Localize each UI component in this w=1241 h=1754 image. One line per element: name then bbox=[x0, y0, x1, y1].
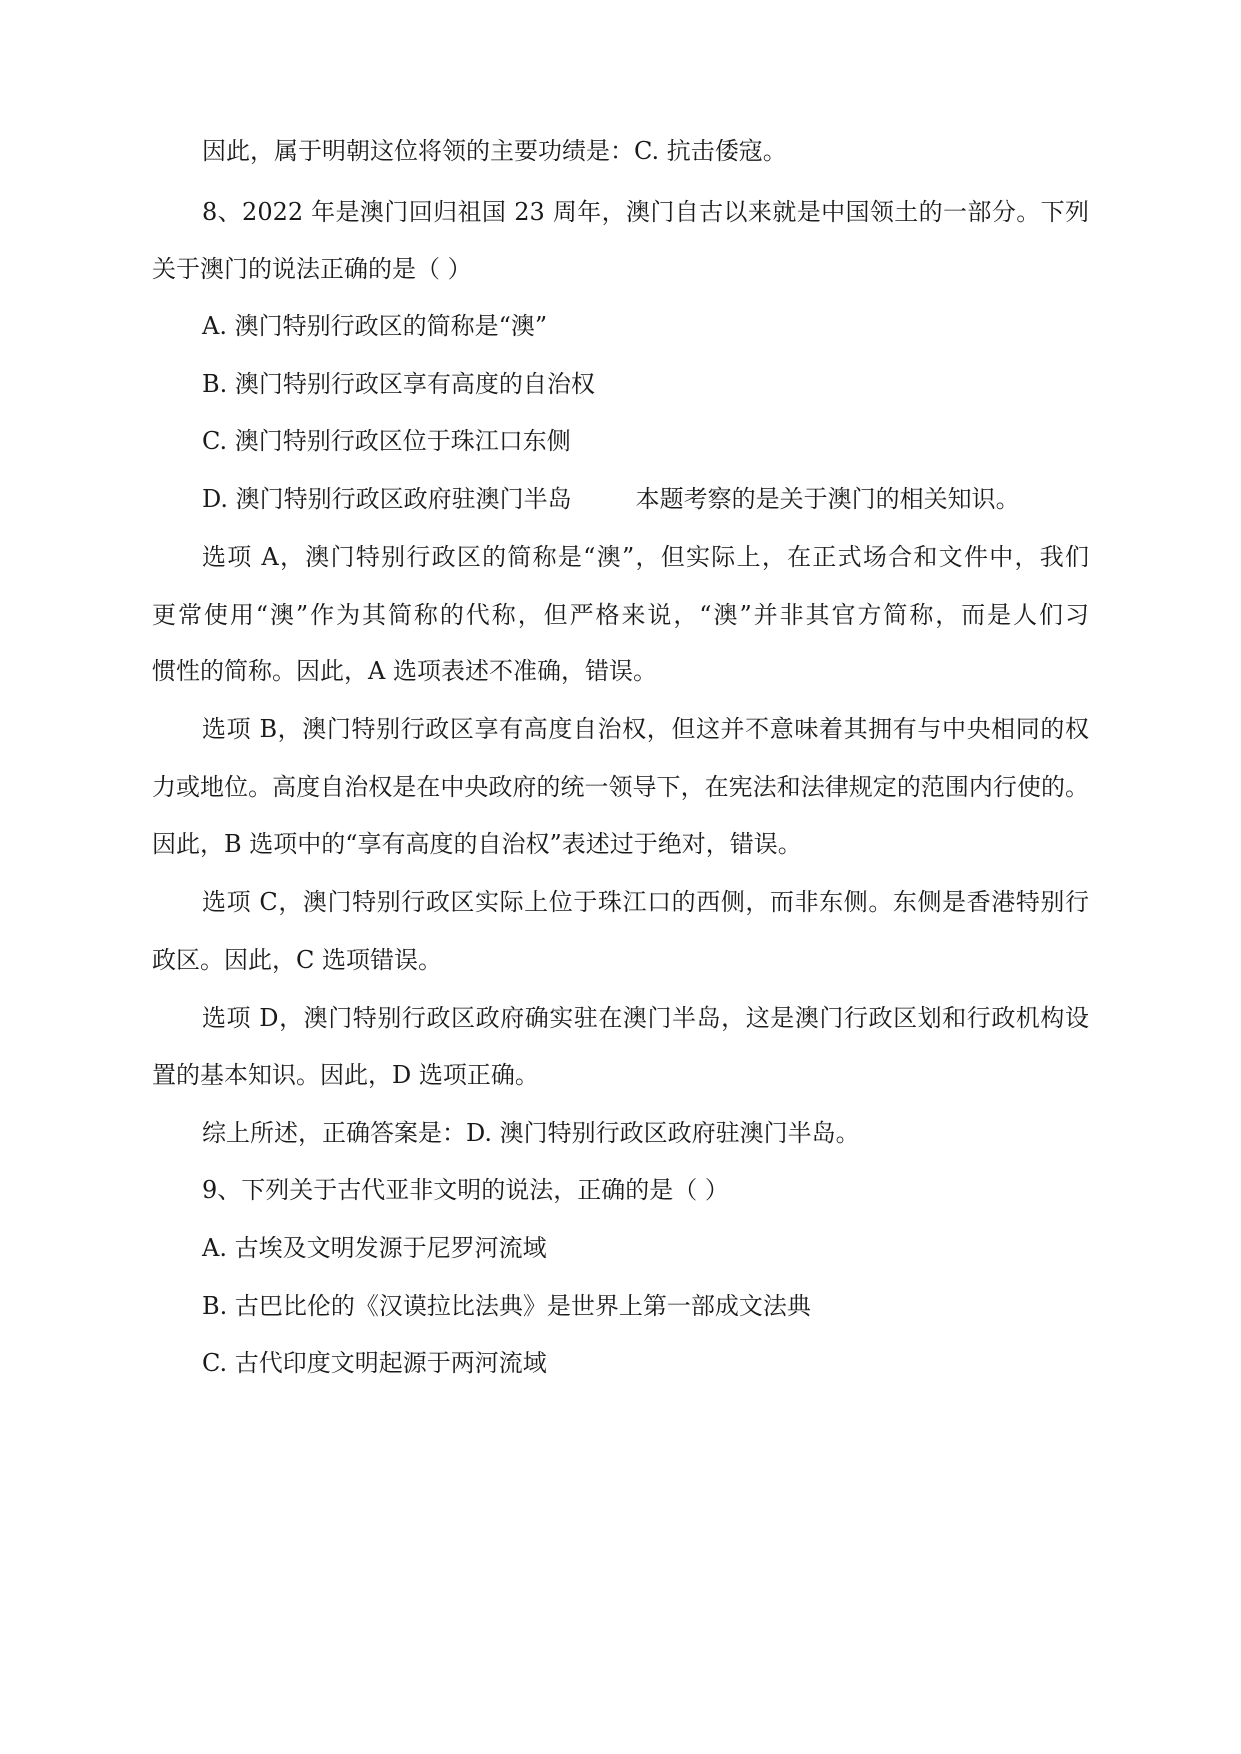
analysis-a-line-2: 更常使用“澳”作为其简称的代称，但严格来说，“澳”并非其官方简称，而是人们习 bbox=[152, 601, 1089, 629]
option-c: C. 澳门特别行政区位于珠江口东侧 bbox=[202, 427, 571, 455]
option-d: D. 澳门特别行政区政府驻澳门半岛 bbox=[202, 485, 572, 513]
question-9: 9、下列关于古代亚非文明的说法，正确的是（ ） bbox=[202, 1176, 729, 1204]
analysis-b-line-2: 力或地位。高度自治权是在中央政府的统一领导下，在宪法和法律规定的范围内行使的。 bbox=[152, 773, 1089, 801]
q9-option-a: A. 古埃及文明发源于尼罗河流域 bbox=[202, 1234, 547, 1262]
question-8-line-1: 8、2022 年是澳门回归祖国 23 周年，澳门自古以来就是中国领土的一部分。下列 bbox=[202, 198, 1089, 226]
option-b: B. 澳门特别行政区享有高度的自治权 bbox=[202, 370, 595, 398]
analysis-a-line-3: 惯性的简称。因此，A 选项表述不准确，错误。 bbox=[152, 657, 657, 685]
analysis-b-line-3: 因此，B 选项中的“享有高度的自治权”表述过于绝对，错误。 bbox=[152, 830, 802, 858]
option-d-line bbox=[202, 484, 1020, 514]
analysis-c-line-1: 选项 C，澳门特别行政区实际上位于珠江口的西侧，而非东侧。东侧是香港特别行 bbox=[202, 888, 1089, 916]
analysis-intro: 本题考察的是关于澳门的相关知识。 bbox=[635, 485, 1020, 513]
text-line: 因此，属于明朝这位将领的主要功绩是：C. 抗击倭寇。 bbox=[202, 137, 787, 165]
q9-option-c: C. 古代印度文明起源于两河流域 bbox=[202, 1349, 547, 1377]
q9-option-b: B. 古巴比伦的《汉谟拉比法典》是世界上第一部成文法典 bbox=[202, 1292, 811, 1320]
conclusion: 综上所述，正确答案是：D. 澳门特别行政区政府驻澳门半岛。 bbox=[202, 1119, 860, 1147]
analysis-d-line-1: 选项 D，澳门特别行政区政府确实驻在澳门半岛，这是澳门行政区划和行政机构设 bbox=[202, 1004, 1089, 1032]
analysis-d-line-2: 置的基本知识。因此，D 选项正确。 bbox=[152, 1061, 539, 1089]
question-8-line-2: 关于澳门的说法正确的是（ ） bbox=[152, 255, 472, 283]
option-a: A. 澳门特别行政区的简称是“澳” bbox=[202, 312, 548, 340]
analysis-a-line-1: 选项 A，澳门特别行政区的简称是“澳”，但实际上，在正式场合和文件中，我们 bbox=[202, 543, 1089, 571]
analysis-b-line-1: 选项 B，澳门特别行政区享有高度自治权，但这并不意味着其拥有与中央相同的权 bbox=[202, 715, 1089, 743]
analysis-c-line-2: 政区。因此，C 选项错误。 bbox=[152, 946, 442, 974]
